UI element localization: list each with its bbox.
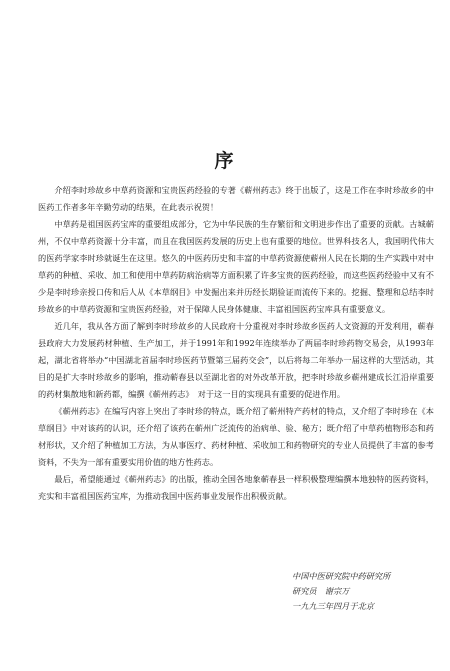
signature-block: [292, 569, 442, 614]
paragraph: 近几年，我从各方面了解到李时珍故乡的人民政府十分重视对李时珍故乡医药人文资源的开发利用，蕲春县政府大力发展药材种植、生产加工，并于1991年和1992年连续举办了两届李时珍药物交易会，从1993年起，湖北省将举办“中国湖北首届李时珍医药节暨第三届药交会”，以后将每二年举办一届这样的大型活动，其目的是扩大李时珍故乡的影响，推动蕲春县以至湖北省的对外改革开放，把李时珍故乡蕲州建成长江沿岸重要的药材集散地和新药都，编撰《蕲州药志》 对于这一目的实现具有重要的促进作用。: [38, 321, 434, 399]
paragraph: 最后，希望能通过《蕲州药志》的出版，推动全国各地象蕲春县一样积极整理编撰本地独特的医药资料，充实和丰富祖国医药宝库，为推动我国中医药事业发展作出积极贡献。: [38, 474, 434, 501]
signature-date: 一九九三年四月于北京: [292, 601, 374, 611]
page-title: 序: [214, 150, 236, 172]
preface-body: [38, 182, 434, 505]
paragraph: 介绍李时珍故乡中草药资源和宝贵医药经验的专著《蕲州药志》终于出版了，这是工作在李时珍故乡的中医药工作者多年辛勤劳动的结果，在此表示祝贺！: [38, 185, 434, 212]
signature-author: 研究员 谢宗万: [292, 586, 350, 596]
signature-org: 中国中医研究院中药研究所: [292, 571, 391, 581]
paragraph: 中草药是祖国医药宝库的重要组成部分，它为中华民族的生存繁衍和文明进步作出了重要的贡献。古城蕲州，不仅中草药资源十分丰富，而且在我国医药发展的历史上也有重要的地位。世界科技名人，我国明代伟大的医药学家李时珍就诞生在这里。悠久的中医药历史和丰富的中草药资源使蕲州人民在长期的生产实践中对中草药的种植、采收、加工和使用中草药防病治病等方面积累了许多宝贵的医药经验，而这些医药经验中又有不少是李时珍亲授口传和后人从《本草纲目》中发掘出来并历经长期验证而流传下来的。挖掘、整理和总结李时珍故乡的中草药资源和宝贵医药经验，对于保障人民身体健康、丰富祖国医药宝库具有重要意义。: [38, 219, 434, 314]
paragraph: 《蕲州药志》在编写内容上突出了李时珍的特点，既介绍了蕲州特产药材的特点，又介绍了李时珍在《本草纲目》中对该药的认识，还介绍了该药在蕲州广泛流传的治病单、验、秘方；既介绍了中草药植物形态和药材形状，又介绍了种植加工方法，为从事医疗、药材种植、采收加工和药物研究的专业人员提供了丰富的参考资料，不失为一部有重要实用价值的地方性药志。: [38, 406, 434, 467]
